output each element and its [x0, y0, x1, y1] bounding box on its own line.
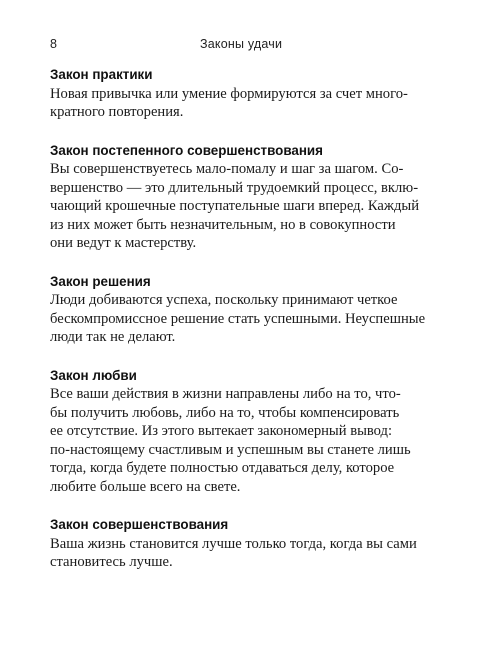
law-paragraph — [50, 535, 445, 572]
law-gradual-improvement — [50, 142, 445, 253]
text-line: становитесь лучше. — [50, 554, 173, 570]
text-line: кратного повторения. — [50, 104, 184, 120]
text-line: ее отсутствие. Из этого вытекает закономерный вывод: — [50, 423, 393, 439]
law-improvement — [50, 516, 445, 572]
law-practice — [50, 66, 445, 122]
law-heading: Закон решения — [50, 273, 151, 289]
text-line: Все ваши действия в жизни направлены либо на то, что- — [50, 386, 401, 402]
law-decision — [50, 273, 445, 347]
law-heading: Закон постепенного совершенствования — [50, 142, 323, 158]
text-line: Люди добиваются успеха, поскольку принимают четкое — [50, 292, 398, 308]
text-line: Новая привычка или умение формируются за счет много- — [50, 85, 408, 102]
law-paragraph — [50, 291, 445, 347]
law-heading: Закон практики — [50, 67, 153, 82]
law-heading: Закон совершенствования — [50, 517, 229, 532]
running-head — [50, 37, 445, 55]
text-line: люди так не делают. — [50, 329, 176, 345]
text-line: вершенство — это длительный трудоемкий процесс, вклю- — [50, 179, 419, 196]
text-line: бескомпромиссное решение стать успешными. Неуспешные — [50, 310, 426, 327]
text-line: из них может быть незначительным, но в совокупности — [50, 216, 396, 233]
text-line: любите больше всего на свете. — [50, 478, 241, 495]
law-paragraph — [50, 160, 445, 253]
law-heading: Закон любви — [50, 367, 137, 383]
text-line: бы получить любовь, либо на то, чтобы компенсировать — [50, 404, 400, 421]
law-love — [50, 367, 445, 497]
text-line: Ваша жизнь становится лучше только тогда, когда вы сами — [50, 535, 417, 552]
text-line: они ведут к мастерству. — [50, 235, 197, 251]
text-line: чающий крошечные поступательные шаги вперед. Каждый — [50, 198, 419, 214]
text-line: тогда, когда будете полностью отдаваться делу, которое — [50, 460, 395, 476]
law-paragraph — [50, 85, 445, 122]
text-line: по-настоящему счастливым и успешным вы станете лишь — [50, 441, 411, 458]
page-number: 8 — [50, 37, 57, 51]
law-paragraph — [50, 385, 445, 496]
page-content — [50, 66, 445, 592]
running-title: Законы удачи — [200, 37, 283, 51]
text-line: Вы совершенствуетесь мало-помалу и шаг за шагом. Со- — [50, 161, 404, 177]
